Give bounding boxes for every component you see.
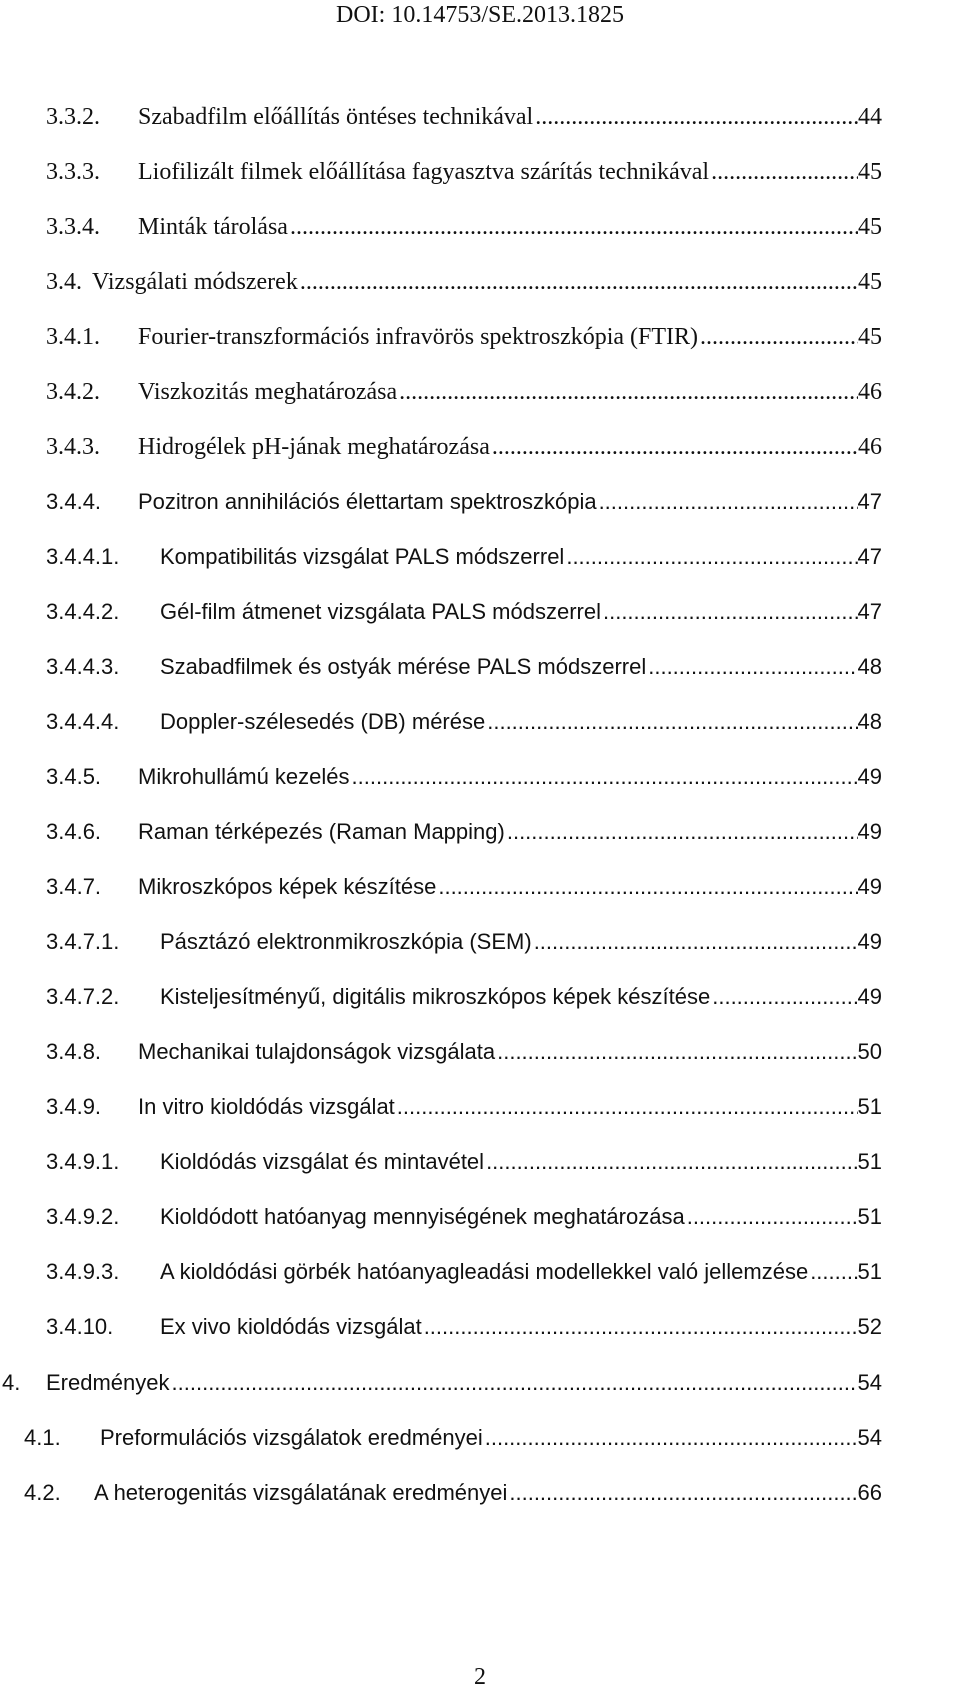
toc-entry-number: 3.4. [46, 269, 82, 295]
dot-leader [507, 1476, 857, 1510]
dot-leader [532, 925, 858, 959]
toc-entry-title: Vizsgálati módszerek [92, 269, 298, 295]
toc-entry-number: 3.3.4. [46, 214, 100, 240]
toc-entry-title: Ex vivo kioldódás vizsgálat [160, 1314, 422, 1339]
toc-entry-title: Szabadfilm előállítás öntéses technikával [138, 104, 534, 130]
toc-entry-page: 54 [857, 1370, 882, 1395]
toc-entry-page: 49 [857, 984, 882, 1009]
toc-entry-number: 3.4.1. [46, 324, 100, 350]
toc-entry[interactable] [46, 650, 882, 684]
toc-entry-number: 3.4.4.1. [46, 544, 120, 569]
toc-entry-page: 49 [857, 874, 882, 899]
toc-entry-number: 3.4.4. [46, 489, 102, 514]
dot-leader [483, 1421, 858, 1455]
toc-entry[interactable] [46, 210, 882, 244]
toc-entry-title: Liofilizált filmek előállítása fagyasztva szárítás technikával [138, 159, 710, 185]
dot-leader [646, 650, 857, 684]
toc-entry-title: Mikrohullámú kezelés [138, 764, 350, 789]
toc-entry-number: 3.4.2. [46, 379, 100, 405]
toc-entry[interactable] [46, 1145, 882, 1179]
dot-leader [495, 1035, 857, 1069]
dot-leader [395, 1090, 858, 1124]
toc-entry[interactable] [46, 870, 882, 904]
toc-entry[interactable] [46, 815, 882, 849]
toc-entry-page: 45 [858, 324, 882, 350]
toc-entry-title: Kioldódás vizsgálat és mintavétel [160, 1149, 485, 1174]
toc-entry-number: 4.1. [24, 1425, 61, 1450]
toc-entry-number: 3.4.9.3. [46, 1259, 120, 1284]
toc-entry-title: Gél-film átmenet vizsgálata PALS módszerrel [160, 599, 601, 624]
toc-entry-number: 3.4.9. [46, 1094, 102, 1119]
toc-entry-title: Szabadfilmek és ostyák mérése PALS módszerrel [160, 654, 647, 679]
toc-entry[interactable] [24, 1476, 882, 1510]
toc-entry[interactable] [46, 705, 882, 739]
dot-leader [485, 705, 857, 739]
toc-entry-title: A kioldódási görbék hatóanyagleadási modellekkel való jellemzése [160, 1259, 809, 1284]
toc-entry-page: 48 [857, 654, 882, 679]
doi-header: DOI: 10.14753/SE.2013.1825 [336, 2, 624, 28]
toc-entry[interactable] [46, 540, 882, 574]
toc-entry-page: 47 [857, 544, 882, 569]
toc-entry-page: 66 [857, 1480, 882, 1505]
toc-entry-page: 44 [858, 104, 882, 130]
toc-entry[interactable] [46, 485, 882, 519]
toc-entry-page: 49 [857, 819, 882, 844]
dot-leader [685, 1200, 858, 1234]
toc-entry[interactable] [46, 1255, 882, 1289]
toc-entry[interactable] [46, 595, 882, 629]
toc-entry-title: Kisteljesítményű, digitális mikroszkópos képek készítése [160, 984, 711, 1009]
toc-entry-title: Preformulációs vizsgálatok eredményei [100, 1425, 483, 1450]
toc-entry-title: Pásztázó elektronmikroszkópia (SEM) [160, 929, 532, 954]
dot-leader [533, 100, 858, 134]
toc-entry[interactable] [46, 980, 882, 1014]
toc-entry-number: 3.4.4.3. [46, 654, 120, 679]
toc-entry[interactable] [46, 375, 882, 409]
toc-entry-number: 3.4.3. [46, 434, 100, 460]
toc-entry-title: In vitro kioldódás vizsgálat [138, 1094, 395, 1119]
toc-entry[interactable] [2, 1366, 882, 1400]
toc-entry-title: Minták tárolása [138, 214, 288, 240]
toc-entry-number: 3.4.4.2. [46, 599, 120, 624]
toc-entry[interactable] [46, 155, 882, 189]
dot-leader [505, 815, 858, 849]
toc-entry-title: A heterogenitás vizsgálatának eredményei [94, 1480, 508, 1505]
toc-entry-number: 3.4.5. [46, 764, 102, 789]
toc-entry-title: Kompatibilitás vizsgálat PALS módszerrel [160, 544, 565, 569]
dot-leader [422, 1310, 858, 1344]
toc-entry-number: 4.2. [24, 1480, 61, 1505]
dot-leader [170, 1366, 858, 1400]
toc-entry[interactable] [24, 1421, 882, 1455]
toc-entry-page: 47 [857, 489, 882, 514]
toc-entry[interactable] [46, 100, 882, 134]
toc-entry-number: 3.4.10. [46, 1314, 114, 1339]
dot-leader [808, 1255, 857, 1289]
dot-leader [698, 320, 858, 354]
toc-entry-title: Viszkozitás meghatározása [138, 379, 398, 405]
toc-entry[interactable] [46, 430, 882, 464]
toc-entry[interactable] [46, 265, 882, 299]
toc-entry-page: 49 [857, 764, 882, 789]
toc-entry-page: 45 [858, 159, 882, 185]
dot-leader [288, 210, 858, 244]
toc-entry-number: 3.4.7.2. [46, 984, 120, 1009]
dot-leader [601, 595, 858, 629]
toc-entry-page: 48 [857, 709, 882, 734]
toc-entry-page: 54 [857, 1425, 882, 1450]
toc-entry-page: 49 [857, 929, 882, 954]
page-number: 2 [474, 1664, 486, 1690]
toc-entry-number: 3.4.7.1. [46, 929, 120, 954]
toc-entry-number: 3.4.7. [46, 874, 102, 899]
toc-entry-page: 51 [857, 1094, 882, 1119]
dot-leader [298, 265, 858, 299]
toc-entry-page: 51 [857, 1259, 882, 1284]
toc-entry-page: 46 [858, 434, 882, 460]
toc-entry-page: 45 [858, 214, 882, 240]
toc-entry[interactable] [46, 1090, 882, 1124]
toc-entry-title: Mechanikai tulajdonságok vizsgálata [138, 1039, 496, 1064]
toc-entry-title: Eredmények [46, 1370, 170, 1395]
toc-entry-number: 3.4.9.1. [46, 1149, 120, 1174]
toc-entry-page: 45 [858, 269, 882, 295]
dot-leader [397, 375, 858, 409]
dot-leader [436, 870, 857, 904]
toc-entry-title: Hidrogélek pH-jának meghatározása [138, 434, 490, 460]
dot-leader [350, 760, 858, 794]
toc-entry-page: 46 [858, 379, 882, 405]
toc-entry[interactable] [46, 1200, 882, 1234]
toc-entry-title: Doppler-szélesedés (DB) mérése [160, 709, 486, 734]
dot-leader [710, 980, 857, 1014]
dot-leader [597, 485, 858, 519]
toc-entry-title: Pozitron annihilációs élettartam spektroszkópia [138, 489, 597, 514]
toc-entry-title: Kioldódott hatóanyag mennyiségének meghatározása [160, 1204, 685, 1229]
toc-entry-number: 4. [2, 1370, 21, 1395]
toc-entry-number: 3.4.8. [46, 1039, 102, 1064]
toc-entry-number: 3.4.6. [46, 819, 102, 844]
toc-entry-page: 51 [857, 1204, 882, 1229]
toc-entry[interactable] [46, 760, 882, 794]
dot-leader [484, 1145, 857, 1179]
toc-entry-title: Fourier-transzformációs infravörös spektroszkópia (FTIR) [138, 324, 699, 350]
toc-entry-number: 3.4.9.2. [46, 1204, 120, 1229]
dot-leader [709, 155, 858, 189]
toc-entry[interactable] [46, 320, 882, 354]
dot-leader [564, 540, 857, 574]
toc-entry-title: Raman térképezés (Raman Mapping) [138, 819, 505, 844]
toc-entry[interactable] [46, 1035, 882, 1069]
toc-entry-page: 47 [857, 599, 882, 624]
toc-entry[interactable] [46, 925, 882, 959]
toc-entry-title: Mikroszkópos képek készítése [138, 874, 437, 899]
toc-entry-number: 3.4.4.4. [46, 709, 120, 734]
toc-entry-page: 51 [857, 1149, 882, 1174]
toc-entry[interactable] [46, 1310, 882, 1344]
toc-entry-number: 3.3.3. [46, 159, 100, 185]
toc-entry-number: 3.3.2. [46, 104, 100, 130]
toc-entry-page: 52 [857, 1314, 882, 1339]
toc-entry-page: 50 [857, 1039, 882, 1064]
dot-leader [490, 430, 858, 464]
